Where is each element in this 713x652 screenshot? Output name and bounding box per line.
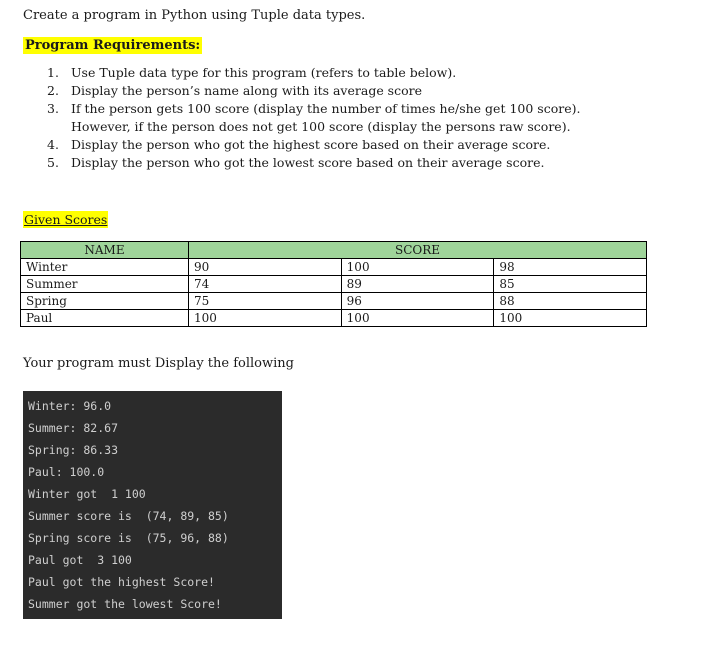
console-line: Paul: 100.0	[28, 465, 105, 479]
requirements-title: Program Requirements:	[25, 38, 201, 53]
score-cell: 100	[189, 310, 342, 327]
scores-table-body	[21, 259, 647, 327]
score-cell: 98	[494, 259, 647, 276]
requirement-number: 3.	[47, 101, 59, 116]
requirement-item	[47, 154, 580, 172]
requirement-item	[47, 82, 580, 100]
requirements-list	[47, 64, 580, 172]
intro-text: Create a program in Python using Tuple data types.	[23, 8, 366, 23]
name-cell: Winter	[21, 259, 189, 276]
requirement-number	[47, 118, 71, 136]
console-line: Summer got the lowest Score!	[28, 597, 222, 611]
table-row	[21, 310, 647, 327]
score-cell: 96	[341, 293, 494, 310]
score-cell: 100	[341, 259, 494, 276]
requirement-number: 1.	[47, 65, 59, 80]
score-cell: 90	[189, 259, 342, 276]
requirement-text: However, if the person does not get 100 score (display the persons raw score).	[71, 119, 571, 134]
score-cell: 100	[494, 310, 647, 327]
requirement-item	[47, 64, 580, 82]
console-line: Spring: 86.33	[28, 443, 119, 457]
console-line: Paul got the highest Score!	[28, 575, 215, 589]
console-output	[23, 391, 282, 619]
table-row	[21, 276, 647, 293]
name-cell: Summer	[21, 276, 189, 293]
requirement-text: Use Tuple data type for this program (refers to table below).	[71, 65, 457, 80]
requirement-item	[47, 136, 580, 154]
given-scores-label: Given Scores	[24, 212, 108, 227]
score-cell: 88	[494, 293, 647, 310]
score-header: SCORE	[189, 242, 647, 259]
score-cell: 85	[494, 276, 647, 293]
console-line: Spring score is (75, 96, 88)	[28, 531, 229, 545]
requirement-item	[47, 100, 580, 118]
requirement-text: If the person gets 100 score (display the number of times he/she get 100 score).	[71, 101, 581, 116]
name-header: NAME	[21, 242, 189, 259]
score-cell: 100	[341, 310, 494, 327]
table-header-row	[21, 242, 647, 259]
console-line: Summer score is (74, 89, 85)	[28, 509, 229, 523]
requirement-number: 4.	[47, 137, 59, 152]
score-cell: 89	[341, 276, 494, 293]
name-cell: Spring	[21, 293, 189, 310]
table-row	[21, 293, 647, 310]
must-display-text: Your program must Display the following	[23, 356, 294, 371]
requirement-number: 2.	[47, 83, 59, 98]
table-row	[21, 259, 647, 276]
score-cell: 74	[189, 276, 342, 293]
console-line: Winter: 96.0	[28, 399, 112, 413]
name-cell: Paul	[21, 310, 189, 327]
requirement-item	[47, 118, 580, 136]
console-line: Winter got 1 100	[28, 487, 146, 501]
requirement-text: Display the person who got the highest score based on their average score.	[71, 137, 551, 152]
requirement-number: 5.	[47, 155, 59, 170]
requirement-text: Display the person who got the lowest score based on their average score.	[71, 155, 545, 170]
scores-table	[20, 241, 647, 327]
console-line: Summer: 82.67	[28, 421, 119, 435]
requirement-text: Display the person’s name along with its average score	[71, 83, 423, 98]
score-cell: 75	[189, 293, 342, 310]
console-line: Paul got 3 100	[28, 553, 132, 567]
